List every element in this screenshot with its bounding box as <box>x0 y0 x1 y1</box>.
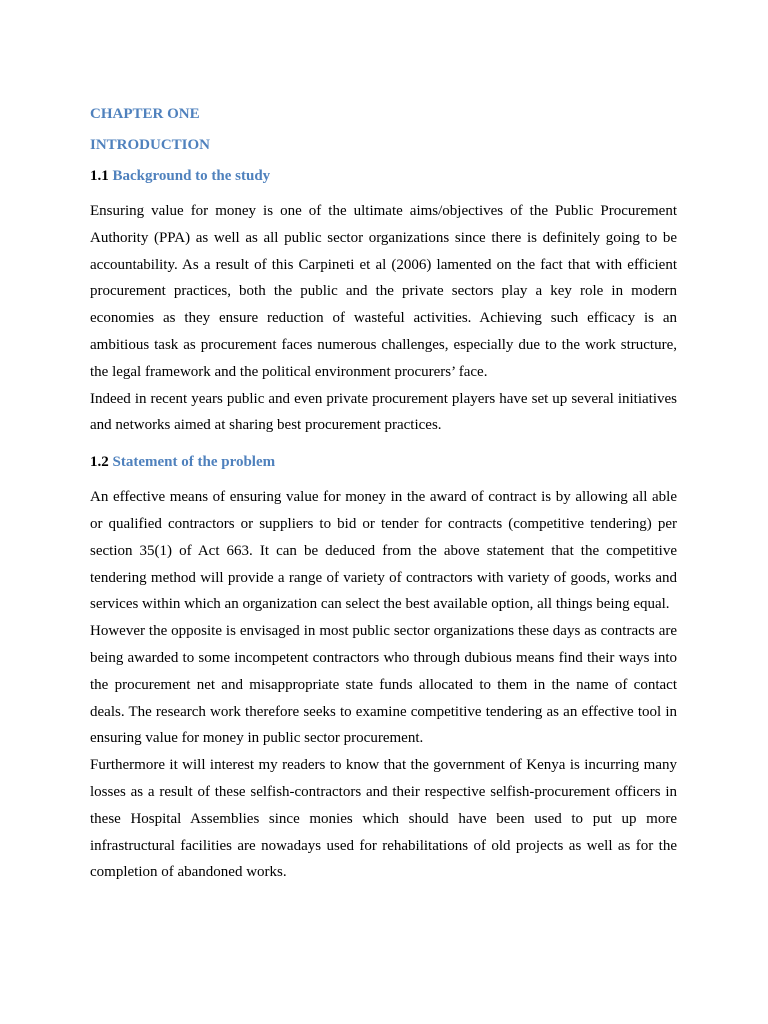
paragraph: Furthermore it will interest my readers to know that the government of Kenya is incurring many losses as a result of these selfish-contractors and their respective selfish-procurement officers in these Hospital Assemblies since monies which should have been used to put up more infrastructural facilities are nowadays used for rehabilitations of old projects as well as for the completion of abandoned works. <box>90 757 677 881</box>
document-page <box>90 104 677 886</box>
chapter-title: INTRODUCTION <box>90 137 211 153</box>
chapter-heading: CHAPTER ONE <box>90 106 200 122</box>
paragraph: Indeed in recent years public and even private procurement players have set up several initiatives and networks aimed at sharing best procurement practices. <box>90 390 677 434</box>
paragraph: Ensuring value for money is one of the ultimate aims/objectives of the Public Procurement Authority (PPA) as well as all public sector organizations since there is definitely going to be accountability. As a result of this Carpineti et al (2006) lamented on the fact that with efficient procurement practices, both the public and the private sectors play a key role in modern economies as they ensure reduction of wasteful activities. Achieving such efficacy is an ambitious task as procurement faces numerous challenges, especially due to the work structure, the legal framework and the political environment procurers’ face. <box>90 203 677 380</box>
section-title: Statement of the problem <box>112 454 276 471</box>
section-number: 1.1 <box>90 168 109 184</box>
section-heading-1-1 <box>90 166 677 186</box>
section-title: Background to the study <box>112 168 271 184</box>
paragraph: An effective means of ensuring value for money in the award of contract is by allowing all able or qualified contractors or suppliers to bid or tender for contracts (competitive tendering) per section 35(1) of Act 663. It can be deduced from the above statement that the competitive tendering method will provide a range of variety of contractors with variety of goods, works and services within which an organization can select the best available option, all things being equal. <box>90 489 677 613</box>
section-number: 1.2 <box>90 454 109 471</box>
paragraph: However the opposite is envisaged in most public sector organizations these days as contracts are being awarded to some incompetent contractors who through dubious means find their ways into the procurement net and misappropriate state funds allocated to them in the name of contact deals. The research work therefore seeks to examine competitive tendering as an effective tool in ensuring value for money in public sector procurement. <box>90 623 677 747</box>
section-heading-1-2 <box>90 452 677 472</box>
